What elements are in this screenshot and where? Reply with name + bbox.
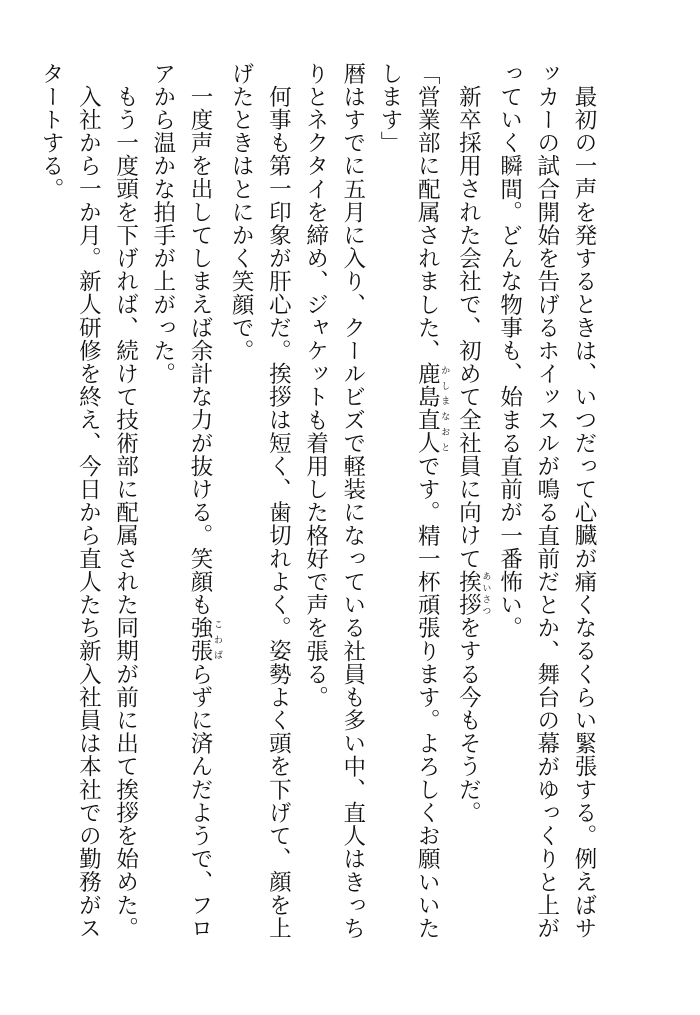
paragraph-self-introduction (371, 62, 449, 962)
ruby-kowaba (186, 615, 222, 663)
ruby-kashima-naoto (414, 362, 450, 455)
paragraph-one-month-text: 入社から一か月。新人研修を終え、今日から直人たち新入社員は本社での勤務がスタートする。 (38, 62, 102, 940)
paragraph-colleague (106, 62, 143, 962)
paragraph-greeting-now (449, 62, 490, 962)
paragraph-applause (144, 62, 222, 962)
ruby-kashima-naoto-reading: かしまなおと (439, 362, 450, 455)
paragraph-self-introduction-text-a: 「営業部に配属されました、 (414, 62, 441, 363)
paragraph-self-introduction-text-b: です。精一杯頑張ります。よろしくお願いいたします」 (376, 62, 441, 940)
ruby-kowaba-reading: こわば (211, 615, 222, 662)
paragraph-first-impression (222, 62, 296, 962)
paragraph-opening-text: 最初の一声を発するときは、いつだって心臓が痛くなるくらい緊張する。例えばサッカーの試合開始を告げるホイッスルが鳴る直前だとか、舞台の幕がゆっくりと上がっていく瞬間。どんな物事も、始まる直前が一番怖い。 (496, 62, 597, 940)
paragraph-cool-biz (296, 62, 370, 962)
paragraph-greeting-now-text-b: をする今もそうだ。 (455, 615, 482, 824)
ruby-aisatsu-base: 挨拶 (455, 569, 482, 616)
ruby-kashima-naoto-base: 鹿島直人 (414, 362, 441, 455)
paragraph-applause-text-a: 一度声を出してしまえば余計な力が抜ける。笑顔も (186, 84, 213, 616)
paragraph-one-month (32, 62, 106, 962)
paragraph-cool-biz-text: 暦はすでに五月に入り、クールビズで軽装になっている社員も多い中、直人はきっちりとネクタイを締め、ジャケットも着用した格好で声を張る。 (302, 62, 366, 940)
vertical-text-body (0, 62, 602, 962)
ruby-aisatsu-reading: あいさつ (480, 569, 491, 616)
paragraph-colleague-text: もう一度頭を下げれば、続けて技術部に配属された同期が前に出て挨拶を始めた。 (112, 84, 139, 940)
scene-break (0, 62, 32, 962)
ruby-aisatsu (455, 569, 491, 616)
paragraph-greeting-now-text-a: 新卒採用された会社で、初めて全社員に向けて (455, 84, 482, 570)
ruby-kowaba-base: 強張 (186, 615, 213, 663)
paragraph-first-impression-text: 何事も第一印象が肝心だ。挨拶は短く、歯切れよく。姿勢よく頭を下げて、顔を上げたときはとにかく笑顔で。 (228, 62, 292, 940)
paragraph-opening (490, 62, 602, 962)
paragraph-applause-text-b: らずに済んだようで、フロアから温かな拍手が上がった。 (149, 62, 213, 940)
